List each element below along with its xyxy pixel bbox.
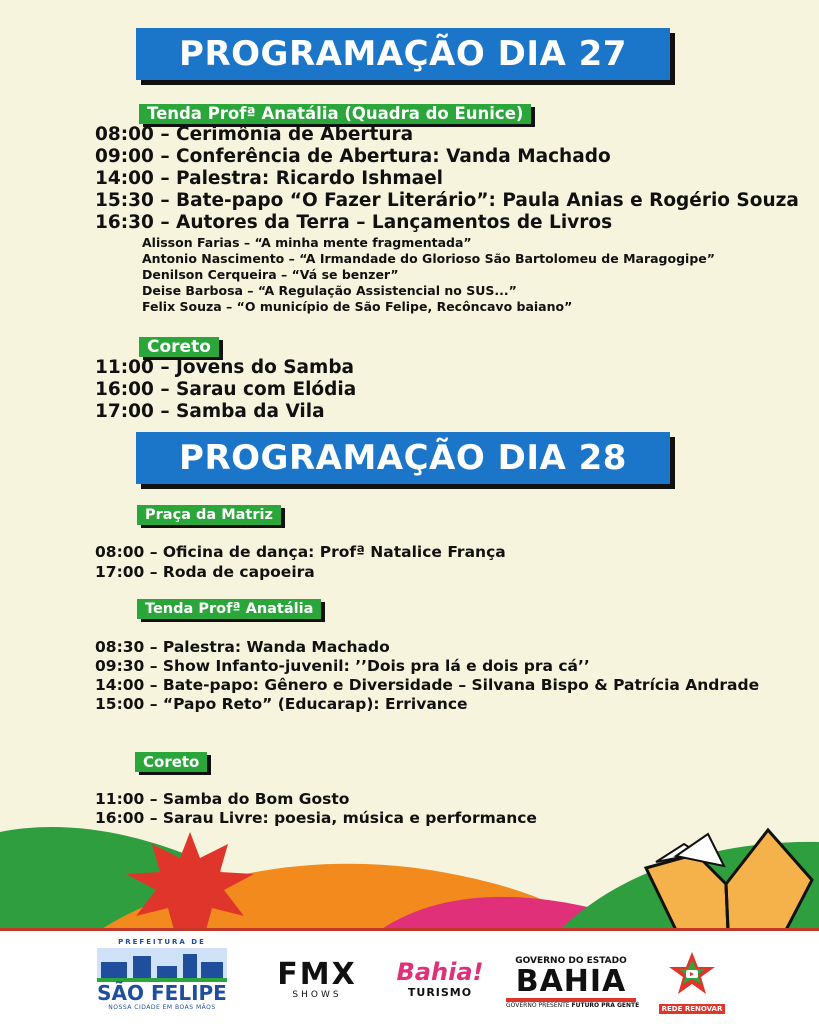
event-line: 08:00 – Oficina de dança: Profª Natalice França [95,543,506,561]
event-line: 08:00 – Cerimônia de Abertura [95,124,414,145]
governo-top: GOVERNO DO ESTADO [515,956,627,966]
day28-praca-label: Praça da Matriz [137,505,281,525]
event-line: 14:00 – Bate-papo: Gênero e Diversidade – Silvana Bispo & Patrícia Andrade [95,676,760,694]
day28-title: PROGRAMAÇÃO DIA 28 [179,438,627,478]
sao-felipe-logo [92,938,232,1011]
star-logo-icon [667,950,717,996]
event-line: 11:00 – Jovens do Samba [95,357,355,378]
starburst-icon [120,830,260,930]
event-line: 09:30 – Show Infanto-juvenil: ’’Dois pra lá e dois pra cá’’ [95,657,590,675]
event-line: 16:30 – Autores da Terra – Lançamentos de Livros [95,212,613,233]
fmx-shows-logo [262,957,372,1000]
governo-sub1: GOVERNO PRESENTE [506,1002,570,1009]
bahia-turismo-logo [390,958,490,999]
book-line: Denilson Cerqueira – “Vá se benzer” [142,267,399,282]
rede-renovar-logo [656,950,728,1015]
sao-felipe-top: PREFEITURA DE [118,938,206,946]
fmx-sub: SHOWS [292,990,342,1000]
event-line: 17:00 – Samba da Vila [95,401,325,422]
book-line: Deise Barbosa – “A Regulação Assistencial no SUS...” [142,283,517,298]
event-line: 15:00 – “Papo Reto” (Educarap): Errivance [95,695,468,713]
rede-renovar-name: REDE RENOVAR [659,1004,726,1014]
city-skyline-icon [97,948,227,982]
day27-tenda-label: Tenda Profª Anatália (Quadra do Eunice) [139,104,531,124]
event-line: 15:30 – Bate-papo “O Fazer Literário”: Paula Anias e Rogério Souza [95,190,799,211]
book-line: Antonio Nascimento – “A Irmandade do Glorioso São Bartolomeu de Maragogipe” [142,251,715,266]
governo-sub2: FUTURO PRA GENTE [571,1002,640,1009]
bahia-turismo-sub: TURISMO [407,986,473,999]
day28-banner [136,432,670,484]
book-line: Alisson Farias – “A minha mente fragmentada” [142,235,472,250]
event-line: 17:00 – Roda de capoeira [95,563,315,581]
event-line: 16:00 – Sarau com Elódia [95,379,357,400]
day27-coreto-label: Coreto [139,337,219,357]
event-line: 08:30 – Palestra: Wanda Machado [95,638,390,656]
event-line: 16:00 – Sarau Livre: poesia, música e performance [95,809,537,827]
day28-coreto-label: Coreto [135,752,207,772]
event-line: 11:00 – Samba do Bom Gosto [95,790,350,808]
sao-felipe-tagline: NOSSA CIDADE EM BOAS MÃOS [108,1004,216,1011]
governo-name: BAHIA [506,966,636,1002]
book-line: Felix Souza – “O município de São Felipe, Recôncavo baiano” [142,299,573,314]
footer [0,928,819,1024]
fmx-name: FMX [277,957,357,992]
bahia-turismo-name: Bahia! [396,958,484,986]
governo-sub-row [506,1002,640,1009]
day27-title: PROGRAMAÇÃO DIA 27 [179,34,627,74]
footer-divider [0,928,819,931]
governo-bahia-logo [506,956,640,1009]
day27-banner [136,28,670,80]
event-line: 09:00 – Conferência de Abertura: Vanda Machado [95,146,611,167]
sao-felipe-name: SÃO FELIPE [97,981,227,1005]
book-icon [636,826,816,930]
day28-tenda-label: Tenda Profª Anatália [137,599,321,619]
event-line: 14:00 – Palestra: Ricardo Ishmael [95,168,444,189]
